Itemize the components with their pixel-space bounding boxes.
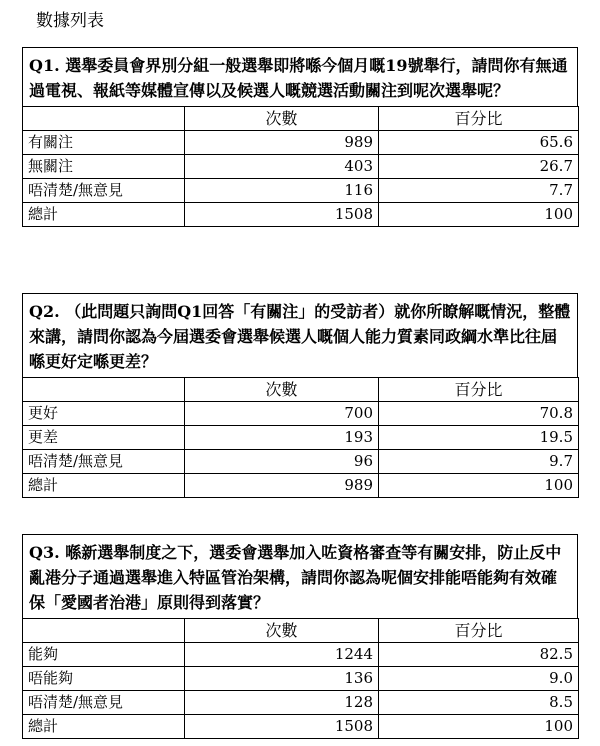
percent-header: 百分比 bbox=[379, 107, 579, 131]
table-header-row bbox=[23, 378, 579, 402]
count-header: 次數 bbox=[185, 619, 379, 643]
row-label: 總計 bbox=[23, 203, 185, 227]
results-table bbox=[22, 106, 579, 227]
row-label: 唔清楚/無意見 bbox=[23, 691, 185, 715]
row-label: 總計 bbox=[23, 715, 185, 739]
question-text: Q3. 喺新選舉制度之下，選委會選舉加入咗資格審查等有關安排，防止反中亂港分子通過選舉進入特區管治架構，請問你認為呢個安排能唔能夠有效確保「愛國者治港」原則得到落實？ bbox=[22, 534, 578, 618]
row-percent: 26.7 bbox=[379, 155, 579, 179]
row-label: 唔能夠 bbox=[23, 667, 185, 691]
row-label: 能夠 bbox=[23, 643, 185, 667]
table-row bbox=[23, 155, 579, 179]
percent-header: 百分比 bbox=[379, 378, 579, 402]
table-row bbox=[23, 667, 579, 691]
row-percent: 7.7 bbox=[379, 179, 579, 203]
row-label: 有關注 bbox=[23, 131, 185, 155]
row-label: 更好 bbox=[23, 402, 185, 426]
row-count: 989 bbox=[185, 131, 379, 155]
row-percent: 9.7 bbox=[379, 450, 579, 474]
row-label: 唔清楚/無意見 bbox=[23, 450, 185, 474]
row-label: 總計 bbox=[23, 474, 185, 498]
question-section-q3 bbox=[22, 534, 578, 739]
table-row bbox=[23, 450, 579, 474]
question-section-q1 bbox=[22, 47, 578, 227]
empty-header-cell bbox=[23, 378, 185, 402]
row-count: 193 bbox=[185, 426, 379, 450]
row-label: 唔清楚/無意見 bbox=[23, 179, 185, 203]
row-count: 1508 bbox=[185, 715, 379, 739]
count-header: 次數 bbox=[185, 107, 379, 131]
row-label: 更差 bbox=[23, 426, 185, 450]
table-row bbox=[23, 691, 579, 715]
empty-header-cell bbox=[23, 107, 185, 131]
table-row bbox=[23, 643, 579, 667]
empty-header-cell bbox=[23, 619, 185, 643]
row-percent: 70.8 bbox=[379, 402, 579, 426]
question-section-q2 bbox=[22, 293, 578, 498]
table-header-row bbox=[23, 619, 579, 643]
question-text: Q1. 選舉委員會界別分組一般選舉即將喺今個月嘅19號舉行，請問你有無通過電視、報紙等媒體宣傳以及候選人嘅競選活動關注到呢次選舉呢？ bbox=[22, 47, 578, 106]
row-percent: 82.5 bbox=[379, 643, 579, 667]
row-count: 700 bbox=[185, 402, 379, 426]
row-count: 128 bbox=[185, 691, 379, 715]
row-count: 1508 bbox=[185, 203, 379, 227]
row-count: 403 bbox=[185, 155, 379, 179]
row-percent: 65.6 bbox=[379, 131, 579, 155]
row-count: 989 bbox=[185, 474, 379, 498]
question-text: Q2. （此問題只詢問Q1回答「有關注」的受訪者）就你所瞭解嘅情況，整體來講，請問你認為今屆選委會選舉候選人嘅個人能力質素同政綱水準比往屆喺更好定喺更差？ bbox=[22, 293, 578, 377]
results-table bbox=[22, 618, 579, 739]
table-header-row bbox=[23, 107, 579, 131]
row-count: 96 bbox=[185, 450, 379, 474]
row-count: 136 bbox=[185, 667, 379, 691]
count-header: 次數 bbox=[185, 378, 379, 402]
row-label: 無關注 bbox=[23, 155, 185, 179]
row-percent: 19.5 bbox=[379, 426, 579, 450]
row-percent: 9.0 bbox=[379, 667, 579, 691]
row-count: 116 bbox=[185, 179, 379, 203]
table-row-total bbox=[23, 474, 579, 498]
row-percent: 100 bbox=[379, 715, 579, 739]
table-row bbox=[23, 402, 579, 426]
results-table bbox=[22, 377, 579, 498]
table-row bbox=[23, 426, 579, 450]
table-row bbox=[23, 179, 579, 203]
page-title: 數據列表 bbox=[36, 11, 104, 31]
percent-header: 百分比 bbox=[379, 619, 579, 643]
row-count: 1244 bbox=[185, 643, 379, 667]
row-percent: 8.5 bbox=[379, 691, 579, 715]
table-row-total bbox=[23, 715, 579, 739]
row-percent: 100 bbox=[379, 203, 579, 227]
row-percent: 100 bbox=[379, 474, 579, 498]
table-row-total bbox=[23, 203, 579, 227]
table-row bbox=[23, 131, 579, 155]
